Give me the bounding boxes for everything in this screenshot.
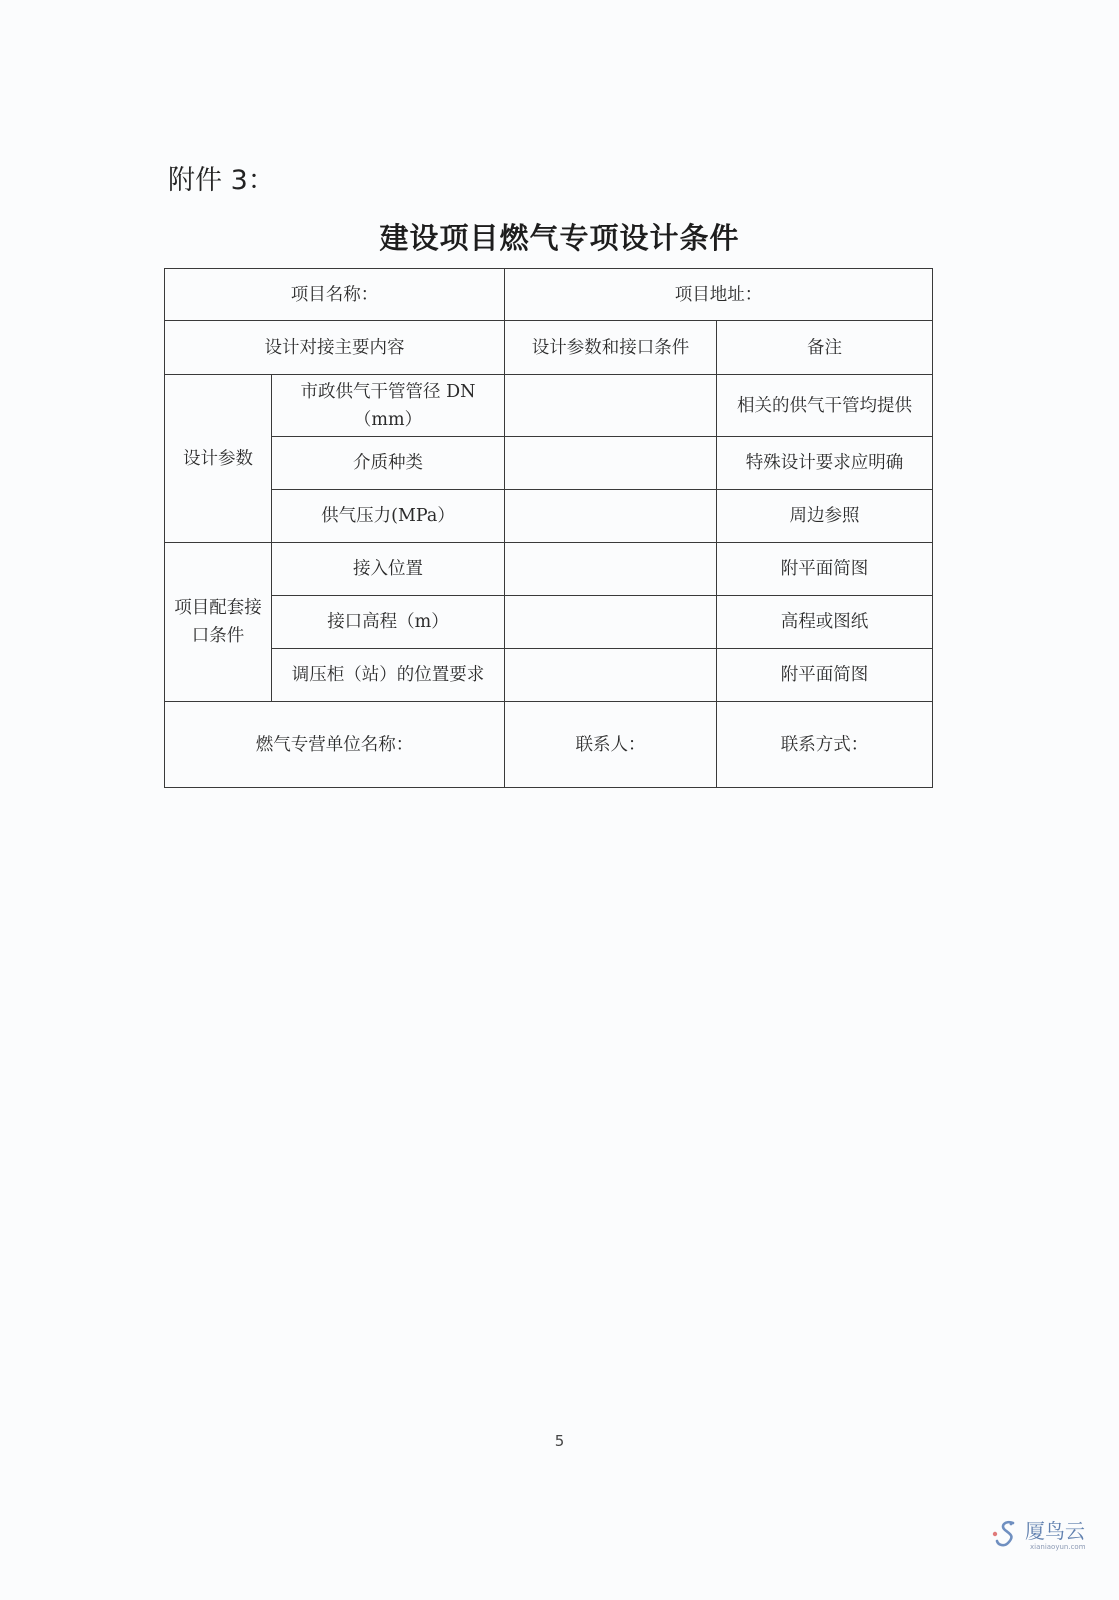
table-footer-row — [165, 702, 933, 788]
value-cell — [505, 543, 717, 596]
contact-method-label: 联系方式： — [717, 702, 933, 788]
remark-cell: 周边参照 — [717, 490, 933, 543]
gas-unit-name-label: 燃气专营单位名称： — [165, 702, 505, 788]
table-row — [165, 490, 933, 543]
item-cell: 调压柜（站）的位置要求 — [272, 649, 505, 702]
value-cell — [505, 490, 717, 543]
page-number: 5 — [554, 1432, 565, 1450]
watermark — [990, 1513, 1100, 1561]
value-cell — [505, 596, 717, 649]
remark-cell: 高程或图纸 — [717, 596, 933, 649]
value-cell — [505, 649, 717, 702]
remark-cell: 相关的供气干管均提供 — [717, 375, 933, 437]
table-row — [165, 596, 933, 649]
table-row — [165, 437, 933, 490]
item-cell: 接口高程（m） — [272, 596, 505, 649]
watermark-name: 厦鸟云 — [1025, 1519, 1085, 1543]
bird-logo-icon — [990, 1516, 1024, 1550]
table-row — [165, 649, 933, 702]
table-header-row — [165, 321, 933, 375]
watermark-domain: xianiaoyun.com — [1030, 1543, 1086, 1551]
group-label-design: 设计参数 — [165, 375, 272, 543]
attachment-label: 附件 3： — [168, 165, 275, 196]
contact-person-label: 联系人： — [505, 702, 717, 788]
page-title: 建设项目燃气专项设计条件 — [379, 221, 740, 255]
item-cell: 接入位置 — [272, 543, 505, 596]
header-params: 设计参数和接口条件 — [505, 321, 717, 375]
table-row — [165, 269, 933, 321]
item-cell: 介质种类 — [272, 437, 505, 490]
remark-cell: 附平面简图 — [717, 543, 933, 596]
item-cell: 供气压力(MPa） — [272, 490, 505, 543]
header-remarks: 备注 — [717, 321, 933, 375]
table-row — [165, 543, 933, 596]
item-cell: 市政供气干管管径 DN（mm） — [272, 375, 505, 437]
project-address-label: 项目地址： — [505, 269, 933, 321]
design-conditions-table — [164, 268, 933, 788]
value-cell — [505, 375, 717, 437]
remark-cell: 特殊设计要求应明确 — [717, 437, 933, 490]
value-cell — [505, 437, 717, 490]
table-row — [165, 375, 933, 437]
project-name-label: 项目名称： — [165, 269, 505, 321]
remark-cell: 附平面简图 — [717, 649, 933, 702]
group-label-interface: 项目配套接口条件 — [165, 543, 272, 702]
header-content: 设计对接主要内容 — [165, 321, 505, 375]
